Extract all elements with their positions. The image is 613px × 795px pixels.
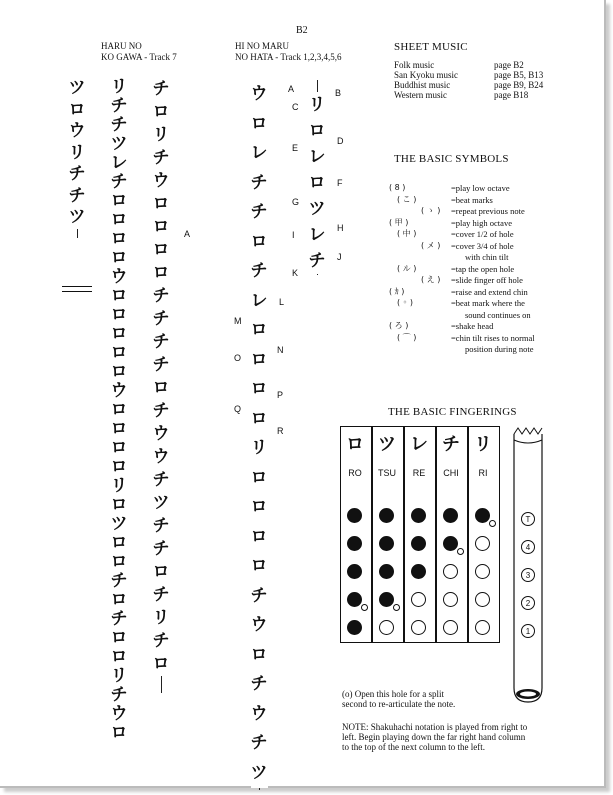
symbol-glyph: ( こ ) (397, 194, 417, 204)
notation-symbol: チ (251, 198, 268, 228)
notation-symbol: ロ (68, 99, 86, 120)
song2-marker: R (277, 426, 284, 436)
notation-symbol: ロ (110, 305, 128, 325)
notation-symbol: チ (251, 582, 268, 612)
symbol-row (385, 333, 595, 345)
notation-symbol: ロ (110, 495, 128, 515)
finger-hole (443, 620, 458, 635)
song2-marker: F (337, 178, 343, 188)
notation-symbol: チ (152, 631, 170, 651)
fingering-column (404, 426, 436, 643)
symbol-description: =slide finger off hole (451, 275, 523, 285)
sheet-music-page: page B18 (494, 90, 529, 100)
song2-marker: D (337, 136, 344, 146)
notation-symbol: チ (68, 164, 86, 184)
notation-symbol: ロ (110, 552, 128, 572)
finger-hole (411, 620, 426, 635)
song2-marker: M (234, 316, 242, 326)
notation-symbol: チ (110, 115, 128, 135)
notation-symbol: リ (68, 142, 86, 163)
notation-symbol: ツ (110, 514, 128, 534)
page-label: B2 (296, 25, 308, 36)
notation-symbol: ロ (152, 263, 170, 283)
symbol-description: =beat marks (451, 194, 493, 205)
symbol-row (385, 344, 595, 356)
notation-symbol: ウ (152, 424, 170, 444)
song2-marker: L (279, 297, 285, 307)
notation-symbol: チ (251, 670, 268, 700)
notation-symbol: レ (251, 287, 268, 317)
song2-marker: N (277, 345, 284, 355)
notation-symbol: リ (110, 476, 128, 496)
symbol-description: =repeat previous note (451, 206, 525, 216)
symbol-glyph: ( ゝ ) (421, 206, 441, 215)
song2-marker: E (292, 143, 299, 153)
notation-symbol: チ (251, 257, 268, 287)
notation-symbol: ウ (251, 611, 268, 641)
notation-symbol: ロ (152, 562, 170, 582)
notation-symbol: ロ (110, 324, 128, 344)
notation-symbol: ツ (68, 78, 86, 98)
sheet-music-page: page B9, B24 (494, 80, 544, 90)
flute-hole-label: 1 (521, 624, 535, 638)
notation-symbol: ロ (110, 400, 128, 420)
notation-symbol: ロ (251, 346, 268, 376)
notation-symbol: ロ (110, 343, 128, 363)
sheet-music-row (394, 60, 594, 70)
notation-symbol: ウ (251, 80, 268, 110)
fingering-name: RO (348, 468, 362, 478)
notation-symbol: レ (110, 153, 128, 173)
symbol-description: =cover 1/2 of hole (451, 229, 514, 239)
reading-note-line1: NOTE: Shakuhachi notation is played from right to (342, 722, 528, 732)
notation-symbol: チ (152, 332, 170, 352)
notation-symbol: チ (152, 79, 170, 99)
notation-symbol: ロ (152, 654, 170, 674)
notation-symbol: ロ (110, 457, 128, 477)
notation-symbol: ロ (251, 375, 268, 405)
sheet-music-name: Buddhist music (394, 80, 451, 90)
finger-hole (379, 536, 394, 551)
song2-column-2 (304, 92, 330, 274)
finger-hole (475, 620, 490, 635)
symbol-row (385, 195, 595, 207)
finger-hole (379, 620, 394, 635)
notation-symbol: リ (110, 666, 128, 686)
notation-symbol: ロ (251, 316, 268, 346)
notation-symbol: リ (152, 608, 170, 628)
symbol-row (385, 241, 595, 253)
notation-symbol: ロ (110, 438, 128, 458)
basic-symbols-list (385, 183, 595, 356)
fingering-column (468, 426, 500, 643)
symbol-description: sound continues on (465, 309, 531, 320)
finger-hole (379, 564, 394, 579)
symbol-description: =raise and extend chin (451, 286, 528, 297)
basic-fingerings-heading: THE BASIC FINGERINGS (388, 406, 517, 418)
symbol-description: =shake head (451, 321, 494, 331)
notation-symbol: ロ (152, 102, 170, 122)
finger-hole (475, 536, 490, 551)
notation-symbol: ロ (251, 464, 268, 494)
song2-marker: C (292, 102, 299, 112)
fingering-kana: リ (474, 434, 492, 455)
finger-hole (347, 564, 362, 579)
notation-symbol: チ (152, 539, 170, 559)
notation-symbol: チ (110, 609, 128, 629)
sheet-music-row (394, 90, 594, 100)
sheet-music-name: Folk music (394, 60, 435, 70)
notation-symbol: チ (251, 729, 268, 759)
split-hole-mark (457, 548, 464, 555)
symbol-row (385, 206, 595, 218)
symbol-glyph: ( ル ) (397, 263, 417, 273)
notation-symbol: リ (110, 77, 128, 97)
fingering-chart (340, 426, 500, 651)
song2-column-1 (246, 80, 272, 788)
sheet-music-page: page B5, B13 (494, 70, 544, 80)
song2-marker: B (335, 88, 342, 98)
shakuhachi-diagram (510, 426, 546, 704)
notation-symbol: チ (152, 286, 170, 306)
fingering-kana: チ (442, 434, 460, 455)
finger-hole (443, 536, 458, 551)
symbol-row (385, 287, 595, 299)
notation-symbol: チ (152, 585, 170, 605)
symbol-row (385, 218, 595, 230)
finger-hole (347, 536, 362, 551)
notation-symbol: チ (152, 309, 170, 329)
finger-hole (411, 508, 426, 523)
notation-symbol: リ (152, 125, 170, 145)
notation-symbol: ロ (110, 419, 128, 439)
symbol-description: with chin tilt (465, 252, 509, 262)
notation-symbol: ロ (152, 194, 170, 214)
notation-symbol: ロ (251, 552, 268, 582)
sheet-music-name: Western music (394, 90, 448, 100)
notation-symbol: チ (152, 148, 170, 168)
song2-marker: H (337, 223, 344, 233)
notation-symbol: チ (309, 248, 326, 274)
song1-title-line1: HARU NO (101, 41, 142, 51)
symbol-description: =chin tilt rises to normal (451, 332, 535, 343)
finger-hole (347, 508, 362, 523)
notation-symbol: ウ (251, 700, 268, 730)
notation-symbol: ツ (152, 493, 170, 513)
symbol-glyph: ( ろ ) (389, 321, 409, 330)
notation-symbol: ロ (152, 240, 170, 260)
fingering-kana: ツ (378, 434, 396, 455)
finger-hole (411, 592, 426, 607)
song1-column-3 (148, 78, 174, 676)
song2-marker: P (277, 390, 284, 400)
split-hole-mark (393, 604, 400, 611)
notation-symbol: レ (251, 139, 268, 169)
notation-symbol: ウ (152, 171, 170, 191)
song2-marker: Q (234, 404, 242, 414)
finger-hole (379, 508, 394, 523)
sheet-music-name: San Kyoku music (394, 70, 458, 80)
song1-column-1 (64, 78, 90, 229)
notation-symbol: ウ (110, 267, 128, 287)
finger-hole (347, 592, 362, 607)
fingering-column (340, 426, 372, 643)
symbol-glyph: ( 8 ) (389, 183, 406, 192)
symbol-row (385, 298, 595, 310)
symbol-glyph: ( メ ) (421, 240, 441, 250)
notation-symbol: ロ (309, 118, 326, 144)
symbol-row (385, 310, 595, 322)
finger-hole (443, 592, 458, 607)
symbol-description: =cover 3/4 of hole (451, 240, 514, 251)
sheet-music-row (394, 80, 594, 90)
notation-symbol: ウ (110, 381, 128, 401)
sheet-music-heading: SHEET MUSIC (394, 41, 468, 53)
notation-symbol: ロ (251, 405, 268, 435)
notation-symbol: チ (110, 685, 128, 705)
symbol-glyph: ( ｶ ) (389, 286, 405, 296)
notation-symbol: ロ (110, 191, 128, 211)
open-hole-note-line2: second to re-articulate the note. (342, 699, 456, 709)
symbol-description: =beat mark where the (451, 298, 525, 308)
notation-symbol: ウ (110, 704, 128, 724)
notation-symbol: ロ (110, 628, 128, 648)
notation-symbol: ロ (152, 217, 170, 237)
fingering-kana: レ (410, 434, 428, 455)
notation-symbol: チ (152, 516, 170, 536)
notation-symbol: ツ (110, 134, 128, 154)
fingering-column (436, 426, 468, 643)
fingering-name: TSU (378, 468, 396, 478)
notation-symbol: ロ (251, 641, 268, 671)
symbol-glyph: ( え ) (421, 275, 441, 284)
notation-symbol: ロ (152, 378, 170, 398)
symbol-glyph: ( ⌒ ) (397, 332, 417, 342)
notation-symbol: ツ (309, 196, 326, 222)
notation-symbol: ロ (110, 362, 128, 382)
finger-hole (475, 508, 490, 523)
song2-title-line1: HI NO MARU (235, 41, 289, 51)
open-hole-note-line1: (o) Open this hole for a split (342, 689, 444, 699)
notation-symbol: ロ (309, 170, 326, 196)
song2-marker: J (337, 252, 342, 262)
notation-symbol: ロ (251, 493, 268, 523)
basic-symbols-heading: THE BASIC SYMBOLS (394, 153, 509, 165)
notation-symbol: チ (110, 571, 128, 591)
notation-symbol: ロ (110, 229, 128, 249)
reading-note-line3: to the top of the next column to the left. (342, 742, 485, 752)
sheet-music-page: page B2 (494, 60, 524, 70)
finger-hole (443, 508, 458, 523)
symbol-glyph: ( 甲 ) (389, 217, 409, 227)
notation-symbol: ロ (110, 248, 128, 268)
symbol-row (385, 229, 595, 241)
notation-symbol: ツ (68, 207, 86, 227)
symbol-description: =tap the open hole (451, 263, 515, 274)
notation-symbol: ウ (152, 447, 170, 467)
finger-hole (347, 620, 362, 635)
fingering-kana: ロ (346, 434, 364, 455)
notation-symbol: チ (152, 355, 170, 375)
symbol-row (385, 264, 595, 276)
song1-column-2 (106, 78, 132, 743)
song1-title-line2: KO GAWA - Track 7 (101, 52, 177, 62)
notation-symbol: リ (309, 92, 326, 118)
notation-symbol: チ (110, 172, 128, 192)
song2-marker: I (292, 230, 295, 240)
song2-marker: G (292, 197, 300, 207)
symbol-description: =play high octave (451, 217, 512, 228)
sheet-music-index (394, 60, 594, 100)
song1-marker-a: A (184, 229, 191, 239)
symbol-glyph: ( 中 ) (397, 229, 417, 238)
reading-note-line2: left. Begin playing down the far right hand column (342, 732, 526, 742)
finger-hole (411, 536, 426, 551)
symbol-row (385, 183, 595, 195)
notation-symbol: ロ (110, 210, 128, 230)
notation-symbol: レ (309, 222, 326, 248)
split-hole-mark (489, 520, 496, 527)
flute-hole-label: 2 (521, 596, 535, 610)
shakuhachi-outline (510, 426, 546, 704)
notation-symbol: ロ (110, 286, 128, 306)
notation-symbol: ロ (110, 533, 128, 553)
split-hole-mark (361, 604, 368, 611)
notation-symbol: ロ (251, 110, 268, 140)
finger-hole (411, 564, 426, 579)
notation-symbol: チ (152, 470, 170, 490)
flute-hole-label: 4 (521, 540, 535, 554)
finger-hole (379, 592, 394, 607)
notation-symbol: チ (251, 169, 268, 199)
notation-symbol: ウ (68, 121, 86, 141)
notation-symbol: ロ (251, 228, 268, 258)
notation-symbol: チ (110, 96, 128, 116)
song2-title-line2: NO HATA - Track 1,2,3,4,5,6 (235, 52, 342, 62)
fingering-name: CHI (443, 468, 459, 478)
fingering-column (372, 426, 404, 643)
symbol-glyph: ( ◦ ) (397, 298, 414, 307)
symbol-row (385, 321, 595, 333)
notation-symbol: ロ (110, 647, 128, 667)
notation-symbol: ロ (110, 590, 128, 610)
finger-hole (475, 592, 490, 607)
finger-hole (443, 564, 458, 579)
notation-symbol: レ (309, 144, 326, 170)
song2-marker: K (292, 268, 299, 278)
notation-symbol: ツ (251, 759, 268, 789)
song1-end-bar (62, 286, 92, 292)
notation-symbol: ロ (110, 723, 128, 743)
symbol-description: position during note (465, 344, 534, 354)
fingering-name: RE (412, 468, 426, 478)
notation-symbol: リ (251, 434, 268, 464)
song2-marker: O (234, 353, 242, 363)
symbol-row (385, 275, 595, 287)
sheet-music-row (394, 70, 594, 80)
symbol-row (385, 252, 595, 264)
flute-hole-label: T (521, 512, 535, 526)
finger-hole (475, 564, 490, 579)
fingering-name: RI (478, 468, 488, 478)
song2-marker: A (288, 84, 295, 94)
flute-hole-label: 3 (521, 568, 535, 582)
notation-symbol: チ (68, 185, 86, 206)
notation-symbol: チ (152, 401, 170, 421)
symbol-description: =play low octave (451, 183, 510, 193)
notation-symbol: ロ (251, 523, 268, 553)
